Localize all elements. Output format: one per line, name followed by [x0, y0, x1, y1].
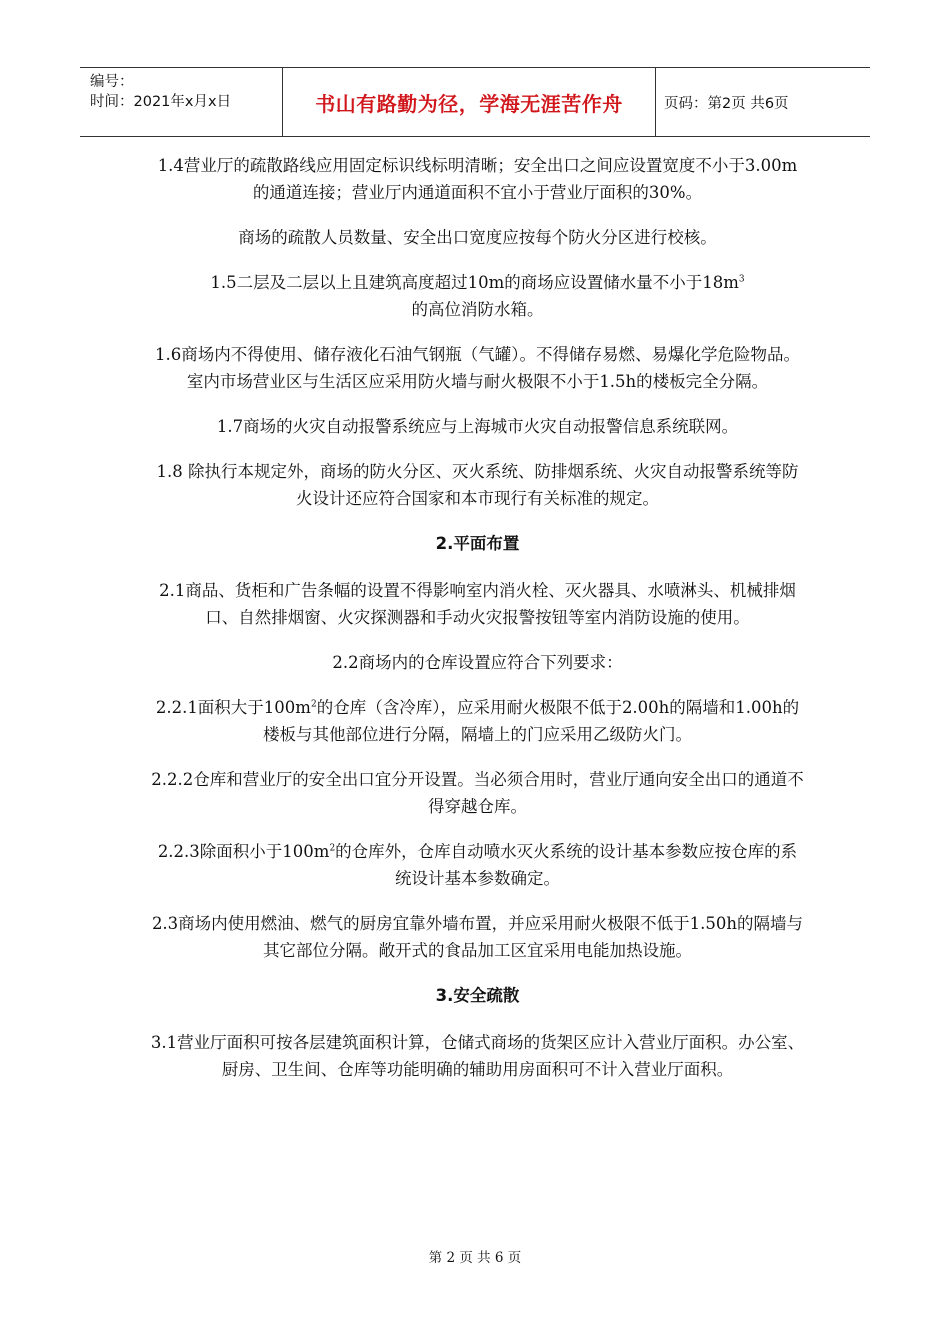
header-meta — [80, 68, 283, 136]
paragraph-1-6: 1.6商场内不得使用、储存液化石油气钢瓶（气罐）。不得储存易燃、易爆化学危险物品。室内市场营业区与生活区应采用防火墙与耐火极限不小于1.5h的楼板完全分隔。 — [155, 345, 800, 391]
paragraph-2-2-3-text: 2.2.3除面积小于100m — [157, 842, 330, 861]
paragraph-1-5 — [150, 269, 805, 323]
section-heading-2: 2.平面布置 — [435, 534, 520, 553]
section-heading-3: 3.安全疏散 — [435, 986, 520, 1005]
paragraph-1-5-text: 1.5二层及二层以上且建筑高度超过10m的商场应设置储水量不小于18m — [210, 273, 739, 292]
paragraph-2-1: 2.1商品、货柜和广告条幅的设置不得影响室内消火栓、灭火器具、水喷淋头、机械排烟口、自然排烟窗、火灾探测器和手动火灾报警按钮等室内消防设施的使用。 — [159, 581, 796, 627]
paragraph-2-2-1-text-end: 的仓库（含冷库），应采用耐火极限不低于2.00h的隔墙和1.00h的楼板与其他部位进行分隔，隔墙上的门应采用乙级防火门。 — [263, 698, 800, 744]
paragraph-2-2-2: 2.2.2仓库和营业厅的安全出口宜分开设置。当必须合用时，营业厅通向安全出口的通道不得穿越仓库。 — [151, 770, 804, 816]
paragraph-1-4: 1.4营业厅的疏散路线应用固定标识线标明清晰；安全出口之间应设置宽度不小于3.00m的通道连接；营业厅内通道面积不宜小于营业厅面积的30%。 — [157, 156, 798, 202]
header-motto: 书山有路勤为径，学海无涯苦作舟 — [283, 68, 656, 136]
header-page-code: 页码：第2页 共6页 — [664, 95, 789, 112]
superscript-2b: 2 — [329, 843, 336, 854]
doc-number-label: 编号： — [90, 74, 134, 90]
paragraph-1-5-text-end: 的高位消防水箱。 — [411, 300, 544, 319]
paragraph-2-2-3-text-end: 的仓库外，仓库自动喷水灭火系统的设计基本参数应按仓库的系统设计基本参数确定。 — [335, 842, 798, 888]
paragraph-2-2: 2.2商场内的仓库设置应符合下列要求： — [332, 653, 623, 672]
page-footer: 第 2 页 共 6 页 — [428, 1250, 522, 1266]
paragraph-1-8: 1.8 除执行本规定外，商场的防火分区、灭火系统、防排烟系统、火灾自动报警系统等防火设计还应符合国家和本市现行有关标准的规定。 — [156, 462, 799, 508]
paragraph-2-2-1-text: 2.2.1面积大于100m — [155, 698, 311, 717]
paragraph-1-7: 1.7商场的火灾自动报警系统应与上海城市火灾自动报警信息系统联网。 — [216, 417, 739, 436]
paragraph-2-3: 2.3商场内使用燃油、燃气的厨房宜靠外墙布置，并应采用耐火极限不低于1.50h的隔墙与其它部位分隔。敞开式的食品加工区宜采用电能加热设施。 — [151, 914, 804, 960]
paragraph-1-4-note: 商场的疏散人员数量、安全出口宽度应按每个防火分区进行校核。 — [238, 228, 717, 247]
document-body — [150, 152, 805, 1101]
doc-time-label: 时间：2021年x月x日 — [90, 94, 232, 110]
page-header — [80, 67, 870, 137]
paragraph-2-2-3 — [150, 838, 805, 892]
paragraph-2-2-1 — [150, 694, 805, 748]
superscript-2a: 2 — [310, 699, 317, 710]
superscript-3: 3 — [738, 274, 745, 285]
paragraph-3-1: 3.1营业厅面积可按各层建筑面积计算，仓储式商场的货架区应计入营业厅面积。办公室、厨房、卫生间、仓库等功能明确的辅助用房面积可不计入营业厅面积。 — [150, 1033, 805, 1079]
